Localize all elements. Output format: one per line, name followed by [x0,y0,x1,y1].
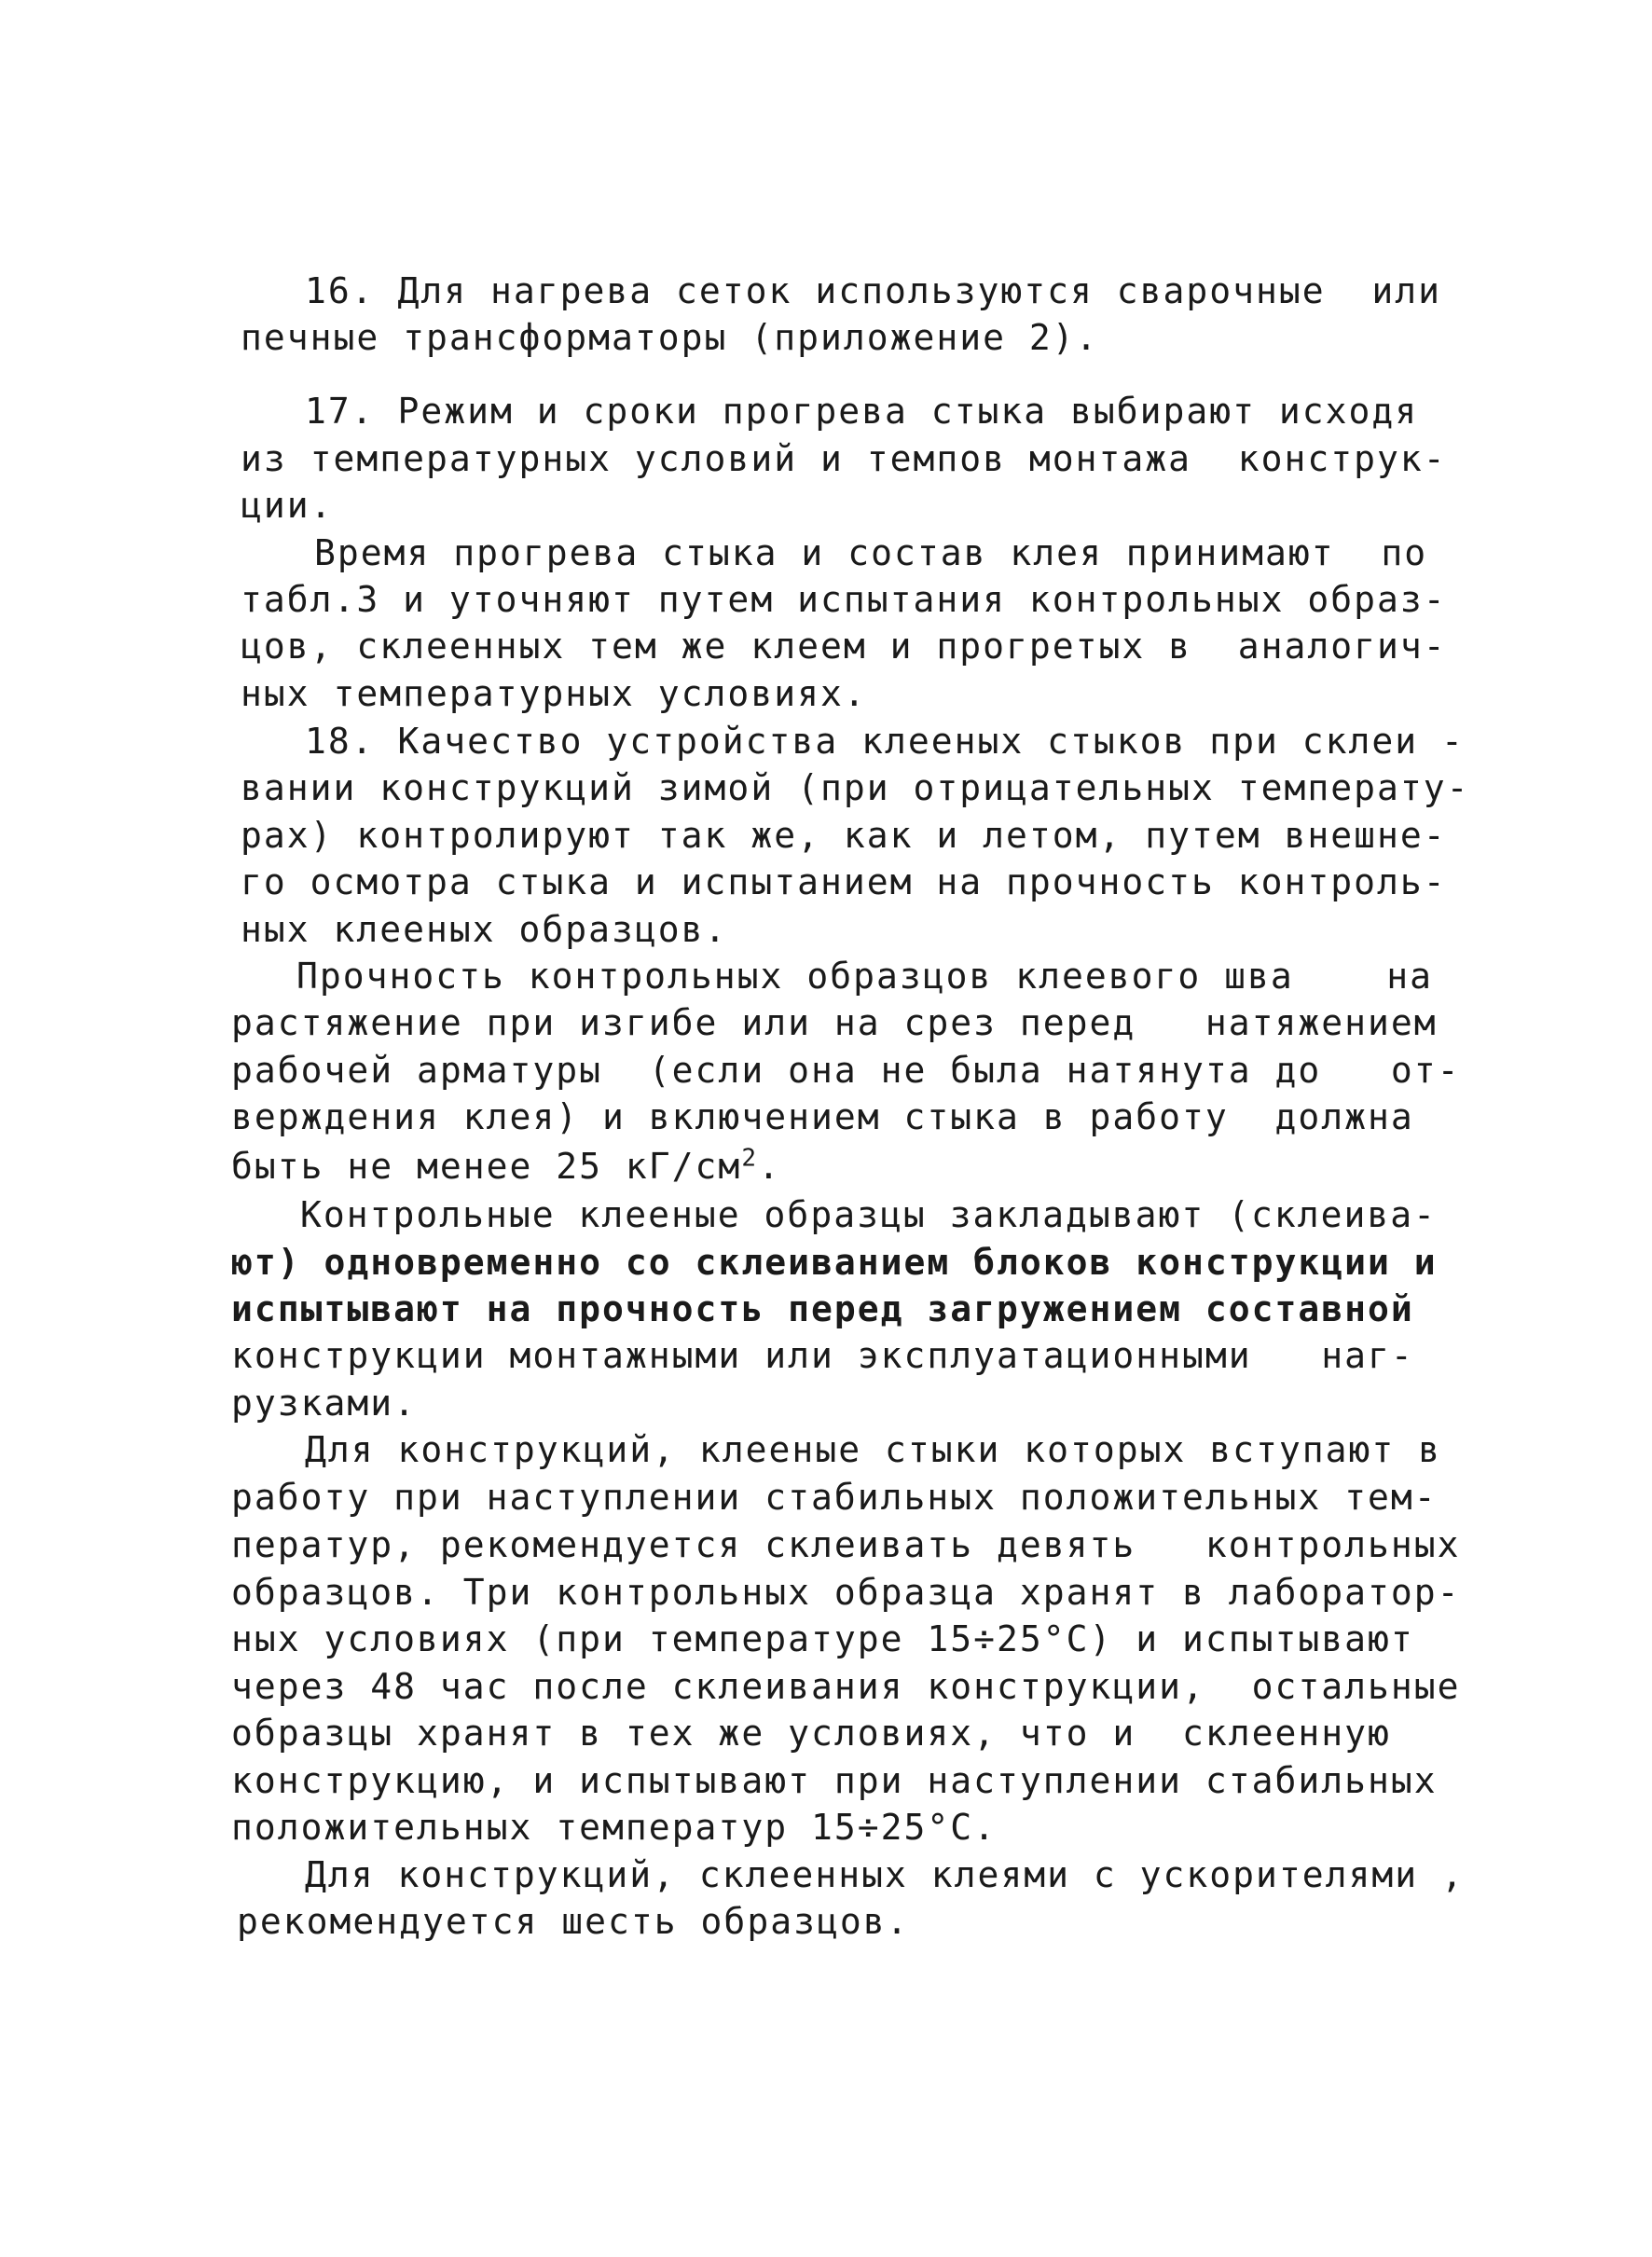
paragraph-18d-line-5: ных условиях (при температуре 15÷25°С) и испытывают [231,1618,1414,1659]
paragraph-18-line-3: рах) контролируют так же, как и летом, путем внешне- [241,815,1447,856]
paragraph-18c-line-4: конструкции монтажными или эксплуатационными наг- [231,1335,1414,1376]
paragraph-18d-line-9: положительных температур 15÷25°С. [231,1807,997,1848]
paragraph-18c-line-3: испытывают на прочность перед загружением составной [231,1288,1414,1329]
paragraph-18b-line-5 [231,1143,781,1190]
paragraph-17b-line-4: ных температурных условиях. [241,673,867,714]
paragraph-18b-line-2: растяжение при изгибе или на срез перед натяжением [231,1002,1438,1043]
paragraph-18b-line-4: верждения клея) и включением стыка в работу должна [231,1096,1414,1137]
paragraph-18c-line-1: Контрольные клееные образцы закладывают (склеива- [300,1194,1438,1235]
paragraph-18d-line-4: образцов. Три контрольных образца хранят в лаборатор- [231,1572,1461,1613]
paragraph-17b-line-2: табл.3 и уточняют путем испытания контрольных образ- [241,579,1447,620]
paragraph-18c-line-5: рузками. [231,1383,418,1424]
paragraph-16-line-1: 16. Для нагрева сеток используются сварочные или [305,270,1442,311]
unit-exponent: 2 [741,1144,758,1173]
paragraph-17b-line-1: Время прогрева стыка и состав клея принимают по [314,532,1428,573]
paragraph-18d-line-3: ператур, рекомендуется склеивать девять контрольных [231,1524,1461,1565]
paragraph-18b-line-1: Прочность контрольных образцов клеевого шва на [296,956,1434,997]
paragraph-18d-line-1: Для конструкций, клееные стыки которых вступают в [305,1429,1442,1470]
paragraph-18d-line-2: работу при наступлении стабильных положительных тем- [231,1477,1438,1518]
paragraph-18e-line-1: Для конструкций, склеенных клеями с ускорителями , [305,1854,1465,1895]
paragraph-18-line-2: вании конструкций зимой (при отрицательных температу- [241,767,1470,808]
paragraph-17b-line-3: цов, склеенных тем же клеем и прогретых в аналогич- [241,626,1447,667]
paragraph-18b-line-3: рабочей арматуры (если она не была натянута до от- [231,1050,1461,1091]
paragraph-17-line-2: из температурных условий и темпов монтажа конструк- [241,438,1447,479]
paragraph-18d-line-8: конструкцию, и испытывают при наступлении стабильных [231,1760,1438,1801]
paragraph-18d-line-7: образцы хранят в тех же условиях, что и склеенную [231,1713,1391,1754]
paragraph-18e-line-2: рекомендуется шесть образцов. [237,1901,910,1942]
paragraph-18-line-4: го осмотра стыка и испытанием на прочность контроль- [241,861,1447,902]
paragraph-18c-line-2: ют) одновременно со склеиванием блоков конструкции и [231,1242,1438,1283]
paragraph-17-line-1: 17. Режим и сроки прогрева стыка выбирают исходя [305,391,1419,432]
paragraph-18-line-5: ных клееных образцов. [241,909,728,950]
strength-requirement-text: быть не менее 25 кГ/см [231,1146,742,1187]
sentence-period: . [757,1146,781,1187]
paragraph-18d-line-6: через 48 час после склеивания конструкции, остальные [231,1666,1461,1707]
paragraph-16-line-2: печные трансформаторы (приложение 2). [241,317,1099,358]
paragraph-17-line-3: ции. [241,485,334,526]
paragraph-18-line-1: 18. Качество устройства клееных стыков при склеи - [305,721,1465,762]
